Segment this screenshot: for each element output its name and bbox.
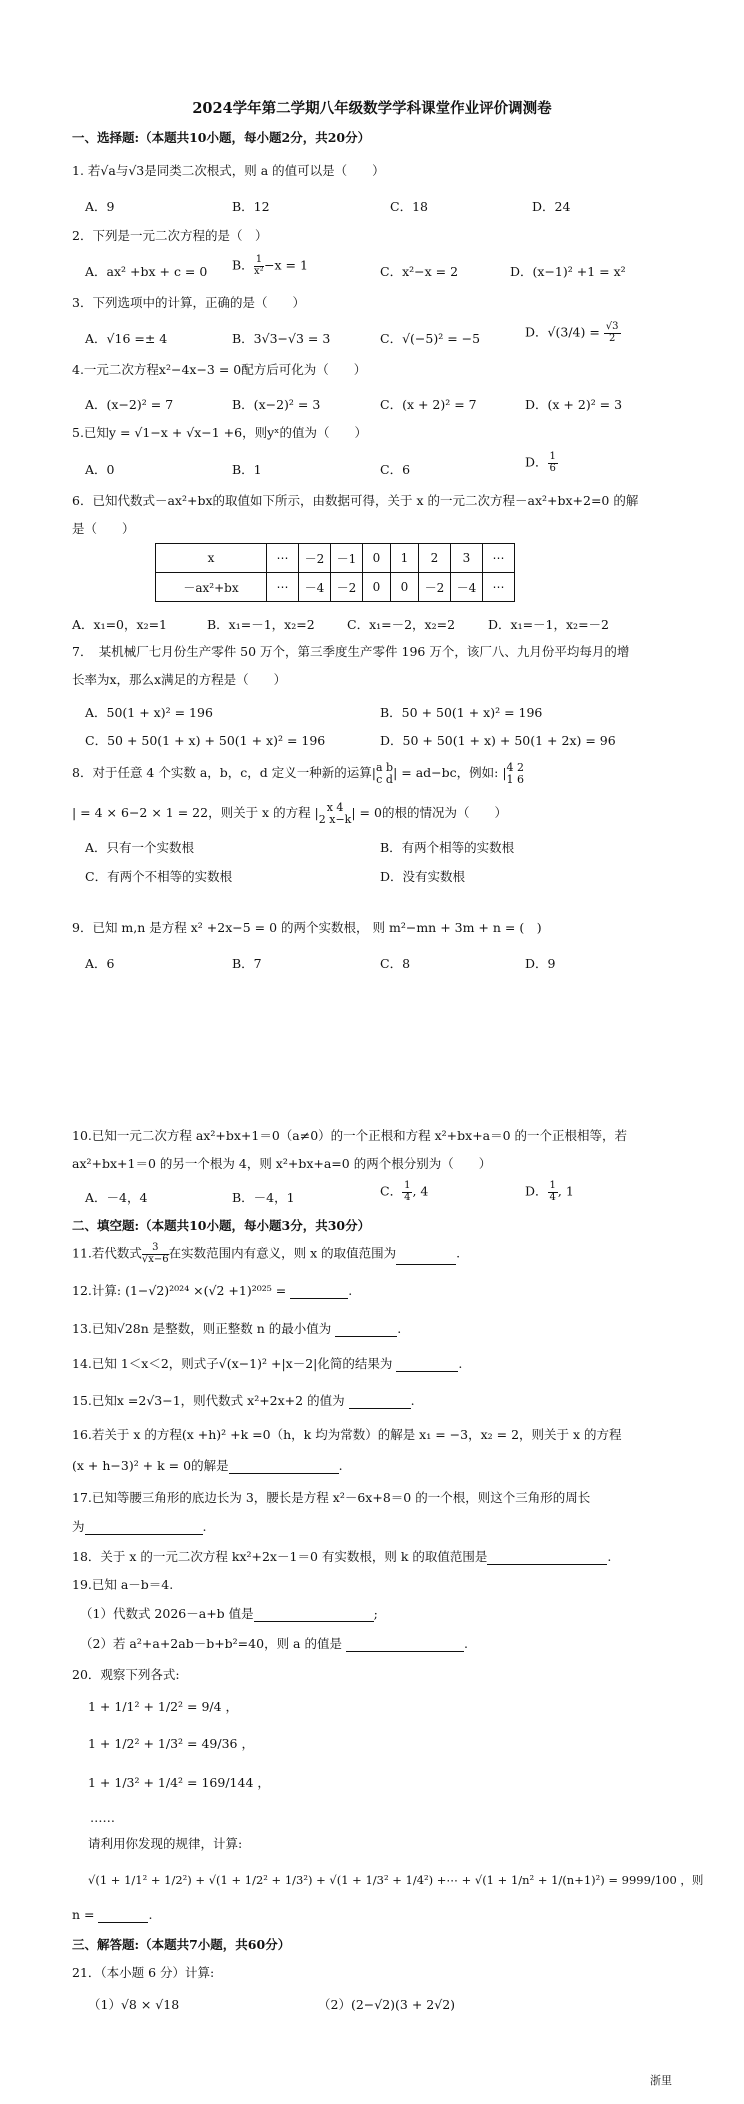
question-3-stem: 3．下列选项中的计算，正确的是（ ） bbox=[72, 295, 305, 310]
q4-option-c: C．(x + 2)² = 7 bbox=[380, 397, 477, 412]
q11-numerator: 3 bbox=[142, 1243, 169, 1255]
question-8-stem-line2 bbox=[72, 802, 507, 825]
q8-text-c: | = 4 × 6−2 × 1 = 22，则关于 x 的方程 | bbox=[72, 805, 319, 821]
q8-matrix-row: 1 6 bbox=[506, 772, 525, 786]
q10-option-d-rest: , 1 bbox=[557, 1183, 574, 1199]
q2-b-numerator: 1 bbox=[255, 254, 263, 265]
q3-d-denominator: 2 bbox=[608, 332, 616, 344]
table-cell: ⋯ bbox=[483, 573, 515, 602]
q11-fraction bbox=[142, 1243, 169, 1265]
question-10-stem-line1: 10.已知一元二次方程 ax²+bx+1＝0（a≠0）的一个正根和方程 x²+bx+a＝0 的一个正根相等，若 bbox=[72, 1128, 628, 1143]
answer-blank[interactable] bbox=[396, 1252, 456, 1265]
q5-option-d-label: D． bbox=[525, 454, 548, 470]
q5-d-denominator: 6 bbox=[549, 462, 556, 474]
q5-option-a: A．0 bbox=[85, 462, 115, 477]
question-15: 15.已知x =2√3−1，则代数式 x²+2x+2 的值为 . bbox=[72, 1393, 415, 1408]
q20-ellipsis: …… bbox=[90, 1810, 115, 1825]
question-12: 12.计算: (1−√2)²⁰²⁴ ×(√2 +1)²⁰²⁵ = . bbox=[72, 1283, 353, 1298]
table-cell: 2 bbox=[419, 544, 451, 573]
q2-option-c: C．x²−x = 2 bbox=[380, 264, 459, 279]
question-5-stem: 5.已知y = √1−x + √x−1 +6，则yˣ的值为（ ） bbox=[72, 425, 367, 440]
question-18: 18．关于 x 的一元二次方程 kx²+2x－1＝0 有实数根，则 k 的取值范围是 . bbox=[72, 1549, 612, 1564]
table-cell: x bbox=[156, 544, 267, 573]
table-cell: 3 bbox=[451, 544, 483, 573]
q8-text-d: | = 0的根的情况为（ ） bbox=[351, 805, 507, 821]
q19-part1-text: （1）代数式 2026－a+b 值是 bbox=[80, 1606, 254, 1621]
q8-option-c: C．有两个不相等的实数根 bbox=[85, 869, 233, 884]
q10-option-c-label: C． bbox=[380, 1183, 403, 1199]
q2-b-denominator: x² bbox=[254, 265, 264, 277]
q3-option-a: A．√16 =± 4 bbox=[85, 331, 168, 346]
q21-part1: （1）√8 × √18 bbox=[88, 1997, 180, 2012]
q7-option-b: B．50 + 50(1 + x)² = 196 bbox=[380, 705, 543, 720]
question-9-stem: 9．已知 m,n 是方程 x² +2x−5 = 0 的两个实数根， 则 m²−mn + 3m + n = ( ) bbox=[72, 920, 542, 935]
question-1-stem: 1. 若√a与√3是同类二次根式，则 a 的值可以是（ ） bbox=[72, 163, 385, 178]
table-cell: －2 bbox=[331, 573, 363, 602]
answer-blank[interactable] bbox=[346, 1639, 464, 1652]
table-cell: －ax²+bx bbox=[156, 573, 267, 602]
table-cell: －2 bbox=[299, 544, 331, 573]
q20-expression-2: 1 + 1/2² + 1/3² = 49/36 ， bbox=[88, 1736, 254, 1751]
q20-instruction: 请利用你发现的规律，计算: bbox=[88, 1836, 243, 1851]
q10-c-denominator: 4 bbox=[404, 1191, 411, 1203]
q16-line2-text: (x + h−3)² + k = 0的解是 bbox=[72, 1458, 229, 1473]
answer-blank[interactable] bbox=[335, 1324, 397, 1337]
table-cell: 1 bbox=[391, 544, 419, 573]
exam-title: 2024学年第二学期八年级数学学科课堂作业评价调测卷 bbox=[192, 100, 552, 117]
q9-option-a: A．6 bbox=[85, 956, 115, 971]
footer-region-label: 浙里 bbox=[650, 2074, 672, 2087]
q8-matrix-row: 2 x−k bbox=[318, 812, 352, 826]
table-cell: 0 bbox=[391, 573, 419, 602]
q9-option-c: C．8 bbox=[380, 956, 411, 971]
q15-text: 15.已知x =2√3−1，则代数式 x²+2x+2 的值为 bbox=[72, 1393, 349, 1408]
section-heading-solve: 三、解答题:（本题共7小题，共60分） bbox=[72, 1937, 291, 1952]
q10-option-c bbox=[380, 1181, 428, 1203]
q2-option-d: D．(x−1)² +1 = x² bbox=[510, 264, 626, 279]
q8-option-d: D．没有实数根 bbox=[380, 869, 466, 884]
q6-option-a: A．x₁=0，x₂=1 bbox=[72, 617, 168, 632]
question-19-part1: （1）代数式 2026－a+b 值是 ; bbox=[80, 1606, 378, 1621]
q7-option-d: D．50 + 50(1 + x) + 50(1 + 2x) = 96 bbox=[380, 733, 616, 748]
q11-denominator: √x−6 bbox=[141, 1253, 169, 1265]
q11-text-post: 在实数范围内有意义，则 x 的取值范围为 bbox=[168, 1245, 397, 1261]
section-heading-choice: 一、选择题:（本题共10小题，每小题2分，共20分） bbox=[72, 130, 371, 145]
answer-blank[interactable] bbox=[290, 1286, 348, 1299]
q13-text: 13.已知√28n 是整数，则正整数 n 的最小值为 bbox=[72, 1321, 336, 1336]
q8-matrix-abcd bbox=[376, 762, 393, 785]
question-19-stem: 19.已知 a－b＝4. bbox=[72, 1577, 174, 1592]
question-14: 14.已知 1＜x＜2，则式子√(x−1)² +|x－2|化简的结果为 . bbox=[72, 1356, 463, 1371]
q11-text-pre: 11.若代数式 bbox=[72, 1245, 142, 1261]
question-4-stem: 4.一元二次方程x²−4x−3 = 0配方后可化为（ ） bbox=[72, 362, 367, 377]
q3-option-d-fraction bbox=[604, 322, 621, 344]
answer-blank[interactable] bbox=[254, 1609, 374, 1622]
q10-d-denominator: 4 bbox=[549, 1191, 556, 1203]
question-8-stem-line1 bbox=[72, 762, 524, 785]
q14-text: 14.已知 1＜x＜2，则式子√(x−1)² +|x－2|化简的结果为 bbox=[72, 1356, 397, 1371]
q12-text: 12.计算: (1−√2)²⁰²⁴ ×(√2 +1)²⁰²⁵ = bbox=[72, 1283, 291, 1298]
table-cell: ⋯ bbox=[267, 544, 299, 573]
table-cell: 0 bbox=[363, 573, 391, 602]
q3-option-d-body: √(3/4) = bbox=[547, 324, 604, 340]
q17-line2-text: 为 bbox=[72, 1519, 85, 1534]
q10-option-d-fraction bbox=[548, 1181, 558, 1203]
q18-text: 18．关于 x 的一元二次方程 kx²+2x－1＝0 有实数根，则 k 的取值范围是 bbox=[72, 1549, 488, 1564]
question-16-line2: (x + h−3)² + k = 0的解是 . bbox=[72, 1458, 343, 1473]
question-17-line2: 为 . bbox=[72, 1519, 207, 1534]
question-19-part2: （2）若 a²+a+2ab－b+b²=40，则 a 的值是 . bbox=[80, 1636, 468, 1651]
answer-blank[interactable] bbox=[349, 1396, 411, 1409]
q3-option-b: B．3√3−√3 = 3 bbox=[232, 331, 331, 346]
q10-option-c-fraction bbox=[402, 1181, 412, 1203]
answer-blank[interactable] bbox=[396, 1359, 458, 1372]
q20-n-label: n = bbox=[72, 1907, 99, 1922]
q6-value-table bbox=[155, 543, 515, 602]
q6-option-d: D．x₁=－1，x₂=－2 bbox=[488, 617, 609, 632]
answer-blank[interactable] bbox=[229, 1461, 339, 1474]
q2-option-a: A．ax² +bx + c = 0 bbox=[85, 264, 208, 279]
q10-option-d bbox=[525, 1181, 574, 1203]
q2-option-b bbox=[232, 255, 308, 277]
q7-option-c: C．50 + 50(1 + x) + 50(1 + x)² = 196 bbox=[85, 733, 326, 748]
q6-option-c: C．x₁=－2，x₂=2 bbox=[347, 617, 456, 632]
q1-option-d: D．24 bbox=[532, 199, 571, 214]
section-heading-fill: 二、填空题:（本题共10小题，每小题3分，共30分） bbox=[72, 1218, 371, 1233]
q6-option-b: B．x₁=－1，x₂=2 bbox=[207, 617, 315, 632]
q8-text-a: 8．对于任意 4 个实数 a，b，c，d 定义一种新的运算| bbox=[72, 765, 376, 781]
answer-blank[interactable] bbox=[487, 1552, 607, 1565]
q5-option-b: B．1 bbox=[232, 462, 262, 477]
table-cell: ⋯ bbox=[483, 544, 515, 573]
question-2-stem: 2．下列是一元二次方程的是（ ） bbox=[72, 228, 268, 243]
question-13: 13.已知√28n 是整数，则正整数 n 的最小值为 . bbox=[72, 1321, 402, 1336]
question-17-line1: 17.已知等腰三角形的底边长为 3，腰长是方程 x²－6x+8＝0 的一个根，则这个三角形的周长 bbox=[72, 1490, 591, 1505]
q5-option-d-fraction bbox=[548, 452, 558, 474]
q8-matrix-row: 4 2 bbox=[506, 761, 525, 774]
question-6-stem-line2: 是（ ） bbox=[72, 521, 135, 536]
q20-sum-expression: √(1 + 1/1² + 1/2²) + √(1 + 1/2² + 1/3²) + √(1 + 1/3² + 1/4²) +⋯ + √(1 + 1/n² + 1/(n+1)²) = 9999/100 ，则 bbox=[88, 1873, 704, 1887]
table-cell: ⋯ bbox=[267, 573, 299, 602]
q8-matrix-row: a b bbox=[375, 761, 394, 774]
q3-option-c: C．√(−5)² = −5 bbox=[380, 331, 481, 346]
table-cell: －4 bbox=[299, 573, 331, 602]
q8-matrix-example bbox=[507, 762, 525, 785]
q4-option-d: D．(x + 2)² = 3 bbox=[525, 397, 623, 412]
question-20-stem: 20．观察下列各式: bbox=[72, 1667, 180, 1682]
table-cell: －4 bbox=[451, 573, 483, 602]
q8-matrix-row: x 4 bbox=[326, 801, 344, 814]
answer-blank[interactable] bbox=[85, 1522, 203, 1535]
q3-option-d bbox=[525, 322, 621, 344]
q8-option-b: B．有两个相等的实数根 bbox=[380, 840, 515, 855]
table-cell: 0 bbox=[363, 544, 391, 573]
q8-matrix-row: c d bbox=[376, 772, 393, 786]
q10-option-a: A．－4，4 bbox=[85, 1190, 148, 1205]
q10-c-numerator: 1 bbox=[404, 1180, 411, 1191]
q5-option-c: C．6 bbox=[380, 462, 411, 477]
q2-option-b-rest: −x = 1 bbox=[264, 257, 308, 273]
table-cell: －2 bbox=[419, 573, 451, 602]
q20-expression-1: 1 + 1/1² + 1/2² = 9/4 ， bbox=[88, 1699, 239, 1714]
question-16-line1: 16.若关于 x 的方程(x +h)² +k =0（h，k 均为常数）的解是 x₁ = −3，x₂ = 2，则关于 x 的方程 bbox=[72, 1427, 622, 1442]
q7-option-a: A．50(1 + x)² = 196 bbox=[85, 705, 213, 720]
q20-answer-line: n = . bbox=[72, 1907, 153, 1922]
q1-option-b: B．12 bbox=[232, 199, 270, 214]
question-10-stem-line2: ax²+bx+1＝0 的另一个根为 4，则 x²+bx+a=0 的两个根分别为（ ） bbox=[72, 1156, 492, 1171]
q19-part2-text: （2）若 a²+a+2ab－b+b²=40，则 a 的值是 bbox=[80, 1636, 346, 1651]
q10-option-d-label: D． bbox=[525, 1183, 548, 1199]
question-11: 11.若代数式 $\frac{3}{√x-6}$ 在实数范围内有意义，则 x 的取值范围为 . bbox=[72, 1242, 461, 1265]
q20-expression-3: 1 + 1/3² + 1/4² = 169/144 ， bbox=[88, 1775, 270, 1790]
question-7-stem-line2: 长率为x，那么x满足的方程是（ ） bbox=[72, 672, 287, 687]
q1-option-a: A．9 bbox=[85, 199, 115, 214]
answer-blank[interactable] bbox=[98, 1910, 148, 1923]
q8-option-a: A．只有一个实数根 bbox=[85, 840, 195, 855]
q5-option-d bbox=[525, 452, 558, 474]
q9-option-d: D．9 bbox=[525, 956, 556, 971]
q21-part2: （2）(2−√2)(3 + 2√2) bbox=[318, 1997, 456, 2012]
q4-option-a: A．(x−2)² = 7 bbox=[85, 397, 174, 412]
q10-option-c-rest: , 4 bbox=[412, 1183, 429, 1199]
q4-option-b: B．(x−2)² = 3 bbox=[232, 397, 321, 412]
question-21-stem: 21．（本小题 6 分）计算: bbox=[72, 1965, 215, 1980]
q9-option-b: B．7 bbox=[232, 956, 262, 971]
q10-option-b: B．－4，1 bbox=[232, 1190, 295, 1205]
q3-option-d-label: D． bbox=[525, 324, 548, 340]
q6-table-row-value bbox=[156, 573, 515, 602]
question-7-stem-line1: 7． 某机械厂七月份生产零件 50 万个，第三季度生产零件 196 万个，该厂八、九月份平均每月的增 bbox=[72, 644, 630, 659]
q5-d-numerator: 1 bbox=[549, 451, 556, 462]
question-6-stem-line1: 6．已知代数式－ax²+bx的取值如下所示，由数据可得，关于 x 的一元二次方程－ax²+bx+2=0 的解 bbox=[72, 493, 639, 508]
q8-text-b: | = ad−bc，例如: | bbox=[393, 765, 507, 781]
table-cell: －1 bbox=[331, 544, 363, 573]
q2-option-b-fraction bbox=[254, 255, 264, 277]
q8-matrix-equation bbox=[319, 802, 352, 825]
q6-table-row-x bbox=[156, 544, 515, 573]
q10-d-numerator: 1 bbox=[549, 1180, 556, 1191]
q3-d-numerator: √3 bbox=[605, 321, 619, 332]
q2-option-b-label: B． bbox=[232, 257, 254, 273]
q1-option-c: C．18 bbox=[390, 199, 428, 214]
